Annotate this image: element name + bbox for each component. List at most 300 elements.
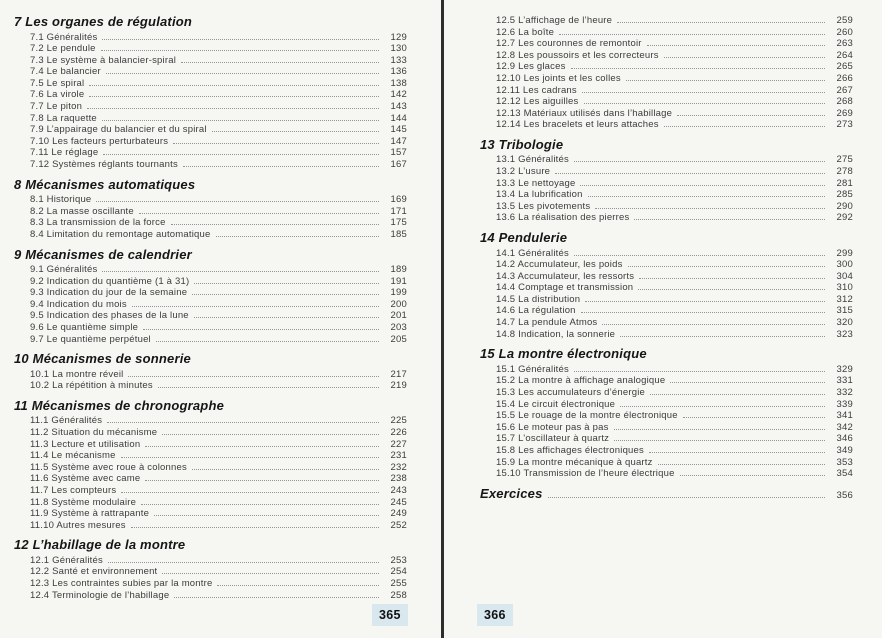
dotted-leader [580,185,825,186]
toc-entry [14,55,407,67]
section-label: 13.1 Généralités [496,154,569,166]
toc-entry [480,15,853,27]
section-label: 9.6 Le quantième simple [30,321,139,333]
page-reference: 136 [390,66,407,78]
page-reference: 266 [836,72,853,84]
section-label: 15.5 Le rouage de la montre électronique [496,410,678,422]
dotted-leader [588,196,825,197]
dotted-leader [548,497,825,498]
section-label: 14.1 Généralités [496,247,569,259]
section-label: 12.2 Santé et environnement [30,566,158,578]
toc-entry [14,485,407,497]
dotted-leader [154,515,379,516]
section-label: 13.2 L’usure [496,166,551,178]
section-label: 15.1 Généralités [496,363,569,375]
dotted-leader [664,126,825,127]
page-reference: 275 [836,154,853,166]
page-reference: 299 [836,247,853,259]
dotted-leader [89,96,379,97]
dotted-leader [128,376,379,377]
dotted-leader [158,387,379,388]
toc-entry [480,468,853,480]
toc-entry [480,364,853,376]
toc-entry [480,73,853,85]
toc-entry [14,78,407,90]
section-label: 12.10 Les joints et les colles [496,72,621,84]
toc-entry [480,108,853,120]
chapter [480,138,853,224]
page-reference: 225 [390,415,407,427]
page-number-right: 366 [477,604,513,626]
toc-entry [14,555,407,567]
section-label: 8.2 La masse oscillante [30,205,134,217]
page-reference: 315 [836,305,853,317]
dotted-leader [121,457,379,458]
page-reference: 320 [836,317,853,329]
chapter-heading: 15 La montre électronique [480,346,647,362]
section-label: 11.6 Système avec came [30,473,141,485]
section-label: 9.7 Le quantième perpétuel [30,333,151,345]
toc-entry [14,89,407,101]
toc-entry [480,38,853,50]
dotted-leader [677,115,825,116]
page-reference: 255 [390,577,407,589]
toc-entry [480,61,853,73]
chapter-heading: 12 L’habillage de la montre [14,537,186,553]
section-label: 12.7 Les couronnes de remontoir [496,38,642,50]
dotted-leader [638,289,825,290]
section-label: 7.9 L’appairage du balancier et du spiral [30,124,207,136]
section-label: 12.12 Les aiguilles [496,96,579,108]
chapter-heading: 11 Mécanismes de chronographe [14,397,225,413]
section-label: 12.13 Matériaux utilisés dans l’habillage [496,107,673,119]
toc-entry [14,124,407,136]
dotted-leader [584,103,826,104]
chapter [480,15,853,131]
toc-entry [14,415,407,427]
toc-entry [480,305,853,317]
toc-entry [480,201,853,213]
toc-entry [14,101,407,113]
toc-entry [480,85,853,97]
chapter [14,399,407,531]
dotted-leader [670,382,825,383]
page-number-left: 365 [372,604,408,626]
toc-entry [14,276,407,288]
chapter-heading: 13 Tribologie [480,136,564,152]
dotted-leader [131,527,379,528]
dotted-leader [145,480,379,481]
page-reference: 300 [836,259,853,271]
section-label: 15.6 Le moteur pas à pas [496,421,609,433]
dotted-leader [559,34,825,35]
page-reference: 273 [836,119,853,131]
chapter-heading: 10 Mécanismes de sonnerie [14,351,191,367]
toc-entry [14,439,407,451]
chapter-heading: 14 Pendulerie [480,230,568,245]
toc-entry [14,380,407,392]
page-reference: 331 [836,375,853,387]
chapter [14,248,407,346]
toc-entry [14,334,407,346]
page-reference: 292 [836,212,853,224]
page-reference: 259 [836,15,853,26]
dotted-leader [680,475,825,476]
dotted-leader [582,92,825,93]
section-label: 10.1 La montre réveil [30,368,124,380]
section-label: 11.2 Situation du mécanisme [30,426,158,438]
page-reference: 267 [836,84,853,96]
dotted-leader [628,266,825,267]
section-label: 7.7 Le piton [30,101,83,113]
dotted-leader [183,166,379,167]
section-label: 10.2 La répétition à minutes [30,380,153,392]
dotted-leader [107,422,379,423]
dotted-leader [102,39,379,40]
section-label: 9.2 Indication du quantième (1 à 31) [30,275,190,287]
toc-entry [480,189,853,201]
chapter [14,178,407,241]
page-reference: 171 [390,205,407,217]
page-reference: 264 [836,49,853,61]
dotted-leader [173,143,379,144]
dotted-leader [194,283,379,284]
dotted-leader [87,108,379,109]
page-reference: 231 [390,450,407,462]
page-reference: 217 [390,368,407,380]
dotted-leader [174,597,379,598]
dotted-leader [626,80,825,81]
section-label: 9.5 Indication des phases de la lune [30,310,189,322]
section-label: 15.9 La montre mécanique à quartz [496,456,653,468]
section-label: 7.12 Systèmes réglants tournants [30,159,178,171]
toc-entry [480,457,853,469]
toc-entry [14,590,407,602]
section-label: 7.11 Le réglage [30,147,99,159]
toc-entry [14,427,407,439]
dotted-leader [121,492,379,493]
page-reference: 189 [390,264,407,275]
section-label: 7.4 Le balancier [30,66,101,78]
dotted-leader [571,68,825,69]
dotted-leader [212,131,379,132]
section-label: 11.8 Système modulaire [30,496,137,508]
toc-entry [480,50,853,62]
dotted-leader [650,394,825,395]
section-label: 15.10 Transmission de l’heure électrique [496,468,675,480]
dotted-leader [192,469,379,470]
page-reference: 227 [390,438,407,450]
page-reference: 278 [836,166,853,178]
section-label: 8.3 La transmission de la force [30,217,166,229]
section-label: 11.9 Système à rattrapante [30,508,150,520]
section-label: 12.8 Les poussoirs et les correcteurs [496,49,659,61]
page-reference: 356 [836,489,853,501]
page-reference: 191 [390,275,407,287]
page-reference: 133 [390,54,407,66]
chapter [14,15,407,171]
dotted-leader [620,406,825,407]
dotted-leader [162,434,379,435]
dotted-leader [139,213,379,214]
dotted-leader [581,312,825,313]
section-label: 12.9 Les glaces [496,61,566,73]
dotted-leader [192,294,379,295]
section-label: 13.5 Les pivotements [496,200,591,212]
page-reference: 142 [390,89,407,101]
page-reference: 341 [836,410,853,422]
page-reference: 185 [390,228,407,240]
page-reference: 290 [836,200,853,212]
toc-entry [480,399,853,411]
page-reference: 167 [390,159,407,171]
page-reference: 205 [390,333,407,345]
section-label: 14.7 La pendule Atmos [496,317,598,329]
section-label: 11.4 Le mécanisme [30,450,116,462]
toc-entry [480,445,853,457]
section-label: 11.1 Généralités [30,415,103,427]
page-reference: 263 [836,38,853,50]
page-reference: 238 [390,473,407,485]
page-reference: 353 [836,456,853,468]
page-reference: 129 [390,31,407,43]
toc-entry [480,433,853,445]
page-reference: 269 [836,107,853,119]
toc-entry [14,299,407,311]
chapter [480,231,853,340]
page-reference: 175 [390,217,407,229]
chapter [14,352,407,392]
toc-entry [14,473,407,485]
page-reference: 349 [836,444,853,456]
toc-entry [14,578,407,590]
page-reference: 304 [836,270,853,282]
section-label: 7.2 Le pendule [30,43,96,55]
section-label: 14.5 La distribution [496,293,581,305]
section-label: 12.14 Les bracelets et leurs attaches [496,119,659,131]
page-reference: 342 [836,421,853,433]
toc-entry [14,497,407,509]
toc-entry [480,248,853,260]
section-label: 12.4 Terminologie de l’habillage [30,589,170,601]
dotted-leader [216,236,380,237]
dotted-leader [106,73,379,74]
toc-entry [480,294,853,306]
page-reference: 226 [390,426,407,438]
dotted-leader [664,57,825,58]
chapter [480,347,853,479]
section-label: 14.4 Comptage et transmission [496,282,634,294]
dotted-leader [101,50,379,51]
page-reference: 329 [836,363,853,375]
toc-entry [480,119,853,131]
section-label: 12.1 Généralités [30,554,103,566]
page-reference: 354 [836,468,853,480]
page-reference: 199 [390,287,407,299]
section-label: 9.1 Généralités [30,264,98,275]
page-reference: 232 [390,461,407,473]
toc-entry [14,229,407,241]
page-reference: 219 [390,380,407,392]
section-label: 15.3 Les accumulateurs d’énergie [496,386,645,398]
page-reference: 249 [390,508,407,520]
toc-entry [14,194,407,206]
toc-entry [480,154,853,166]
dotted-leader [143,329,379,330]
section-label: 7.8 La raquette [30,112,97,124]
page-reference: 203 [390,321,407,333]
section-label: 12.6 La boîte [496,26,555,38]
toc-entry [14,450,407,462]
section-label: 14.8 Indication, la sonnerie [496,328,616,340]
page-reference: 169 [390,194,407,206]
page-reference: 281 [836,177,853,189]
toc-entry [14,217,407,229]
toc-entry [14,206,407,218]
page-reference: 200 [390,298,407,310]
section-label: 12.11 Les cadrans [496,84,577,96]
toc-entry [14,43,407,55]
toc-entry [14,520,407,532]
dotted-leader [145,446,379,447]
toc-entry [480,259,853,271]
page-reference: 245 [390,496,407,508]
page-reference: 268 [836,96,853,108]
dotted-leader [585,301,825,302]
dotted-leader [634,219,825,220]
toc-entry [480,422,853,434]
page-reference: 243 [390,484,407,496]
page-reference: 260 [836,26,853,38]
page-reference: 310 [836,282,853,294]
dotted-leader [595,208,825,209]
page-reference: 144 [390,112,407,124]
toc-entry [480,410,853,422]
dotted-leader [555,173,825,174]
page-reference: 201 [390,310,407,322]
dotted-leader [132,306,379,307]
chapter [14,538,407,601]
toc-entry [14,462,407,474]
toc-entry [480,166,853,178]
dotted-leader [614,440,825,441]
dotted-leader [617,22,825,23]
toc-entry [14,566,407,578]
toc-heading-entry [480,487,853,502]
section-label: 15.2 La montre à affichage analogique [496,375,666,387]
toc-entry [14,66,407,78]
section-label: 9.3 Indication du jour de la semaine [30,287,188,299]
page-reference: 339 [836,398,853,410]
page-reference: 312 [836,293,853,305]
dotted-leader [102,271,379,272]
toc-entry [480,329,853,341]
section-label: 7.1 Généralités [30,31,98,43]
dotted-leader [683,417,825,418]
dotted-leader [649,452,825,453]
section-label: 15.4 Le circuit électronique [496,398,616,410]
toc-entry [480,212,853,224]
toc-entry [14,264,407,276]
toc-entry [14,322,407,334]
dotted-leader [156,341,379,342]
section-label: 15.8 Les affichages électroniques [496,444,644,456]
dotted-leader [171,224,379,225]
dotted-leader [162,573,379,574]
toc-entry [14,508,407,520]
section-label: 9.4 Indication du mois [30,298,127,310]
page-reference: 138 [390,77,407,89]
toc-entry [480,387,853,399]
dotted-leader [620,336,825,337]
toc-entry [14,310,407,322]
dotted-leader [647,45,825,46]
dotted-leader [217,585,379,586]
page-reference: 346 [836,433,853,445]
section-label: 12.5 L’affichage de l’heure [496,15,613,26]
dotted-leader [602,324,825,325]
toc-entry [14,32,407,44]
page-right [444,0,882,638]
page-reference: 147 [390,135,407,147]
section-label: 11.5 Système avec roue à colonnes [30,461,187,473]
toc-entry [480,282,853,294]
section-label: 11.3 Lecture et utilisation [30,438,141,450]
page-reference: 265 [836,61,853,73]
page-reference: 145 [390,124,407,136]
toc-entry [480,375,853,387]
toc-entry [14,369,407,381]
section-label: 14.2 Accumulateur, les poids [496,259,623,271]
section-label: 14.3 Accumulateur, les ressorts [496,270,635,282]
dotted-leader [639,278,825,279]
chapter-heading: Exercices [480,485,543,501]
section-label: 7.5 Le spiral [30,77,85,89]
chapter-heading: 9 Mécanismes de calendrier [14,246,192,262]
dotted-leader [614,429,825,430]
dotted-leader [89,85,379,86]
dotted-leader [96,201,379,202]
toc-entry [14,147,407,159]
dotted-leader [103,154,379,155]
section-label: 11.7 Les compteurs [30,484,117,496]
section-label: 8.1 Historique [30,194,92,206]
section-label: 13.3 Le nettoyage [496,177,576,189]
chapter [480,487,853,502]
dotted-leader [194,317,379,318]
section-label: 13.6 La réalisation des pierres [496,212,630,224]
section-label: 7.6 La virole [30,89,85,101]
page-reference: 253 [390,554,407,566]
toc-entry [14,113,407,125]
toc-entry [480,178,853,190]
dotted-leader [141,504,379,505]
section-label: 11.10 Autres mesures [30,519,126,531]
dotted-leader [181,62,379,63]
section-label: 12.3 Les contraintes subies par la montre [30,577,213,589]
toc-entry [14,136,407,148]
page-reference: 285 [836,189,853,201]
page-reference: 130 [390,43,407,55]
page-reference: 323 [836,328,853,340]
section-label: 7.3 Le système à balancier-spiral [30,54,177,66]
section-label: 8.4 Limitation du remontage automatique [30,228,211,240]
page-reference: 143 [390,101,407,113]
dotted-leader [574,161,825,162]
page-reference: 332 [836,386,853,398]
page-reference: 252 [390,519,407,531]
section-label: 14.6 La régulation [496,305,576,317]
